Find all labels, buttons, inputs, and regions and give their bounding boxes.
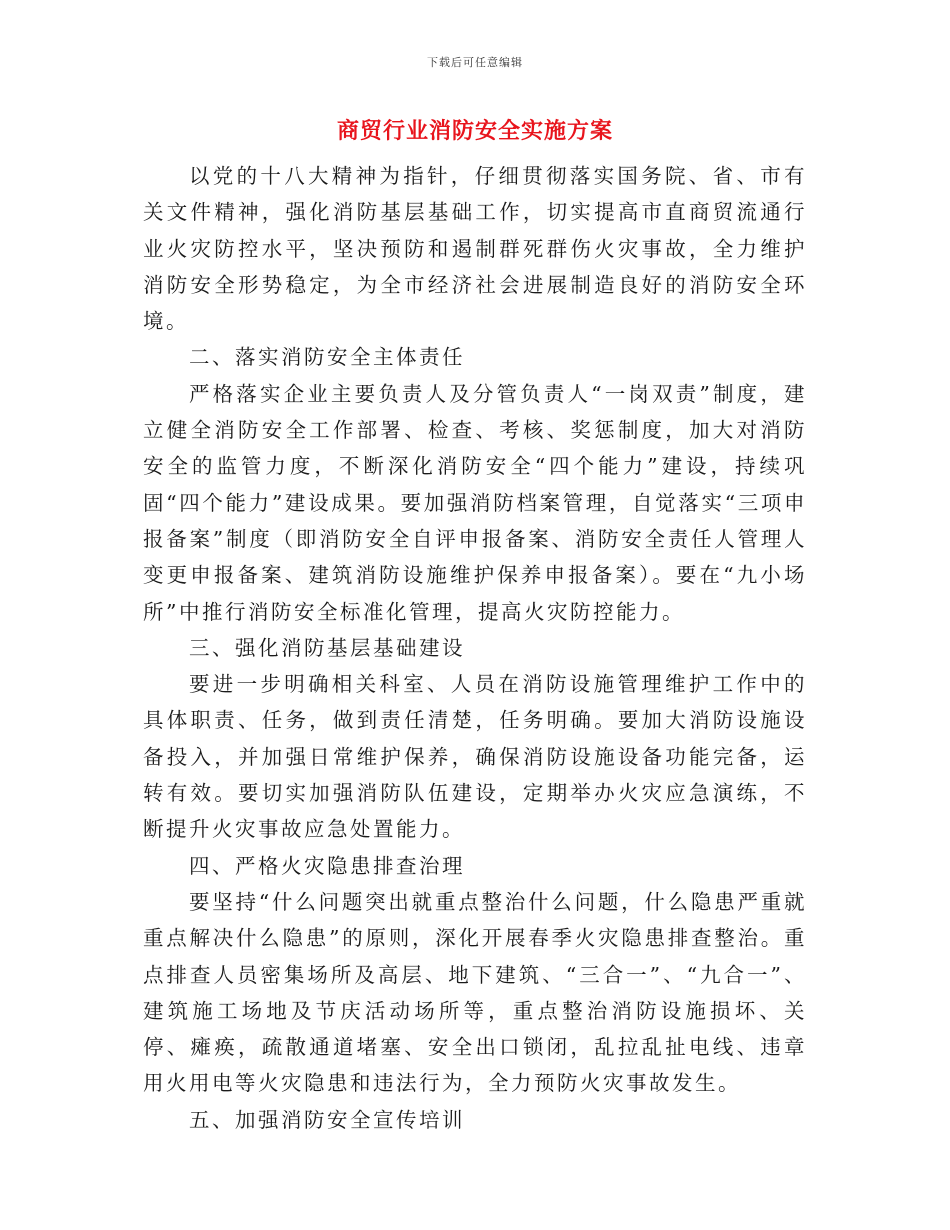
section-heading-2: 二、落实消防安全主体责任 [189, 345, 465, 370]
section-heading-5: 五、加强消防安全宣传培训 [189, 1107, 465, 1132]
section-3-paragraph: 要进一步明确相关科室、人员在消防设施管理维护工作中的具体职责、任务，做到责任清楚，任务明确。要加大消防设施设备投入，并加强日常维护保养，确保消防设施设备功能完备，运转有效。要切实加强消防队伍建设，定期举办火灾应急演练，不断提升火灾事故应急处置能力。 [143, 672, 807, 842]
section-heading-3: 三、强化消防基层基础建设 [189, 635, 465, 660]
section-heading-4: 四、严格火灾隐患排查治理 [189, 853, 465, 878]
section-4-paragraph: 要坚持“什么问题突出就重点整治什么问题，什么隐患严重就重点解决什么隐患”的原则，深化开展春季火灾隐患排查整治。重点排查人员密集场所及高层、地下建筑、“三合一”、“九合一”、建筑施工场地及节庆活动场所等，重点整治消防设施损坏、关停、瘫痪，疏散通道堵塞、安全出口锁闭，乱拉乱扯电线、违章用火用电等火灾隐患和违法行为，全力预防火灾事故发生。 [143, 889, 807, 1096]
document-body [143, 158, 807, 1138]
document-title: 商贸行业消防安全实施方案 [336, 118, 613, 144]
page-header-note: 下载后可任意编辑 [427, 56, 523, 69]
section-2-paragraph: 严格落实企业主要负责人及分管负责人“一岗双责”制度，建立健全消防安全工作部署、检查、考核、奖惩制度，加大对消防安全的监管力度，不断深化消防安全“四个能力”建设，持续巩固“四个能力”建设成果。要加强消防档案管理，自觉落实“三项申报备案”制度（即消防安全自评申报备案、消防安全责任人管理人变更申报备案、建筑消防设施维护保养申报备案）。要在“九小场所”中推行消防安全标准化管理，提高火灾防控能力。 [143, 381, 807, 624]
intro-paragraph: 以党的十八大精神为指针，仔细贯彻落实国务院、省、市有关文件精神，强化消防基层基础工作，切实提高市直商贸流通行业火灾防控水平，坚决预防和遏制群死群伤火灾事故，全力维护消防安全形势稳定，为全市经济社会进展制造良好的消防安全环境。 [143, 164, 807, 334]
